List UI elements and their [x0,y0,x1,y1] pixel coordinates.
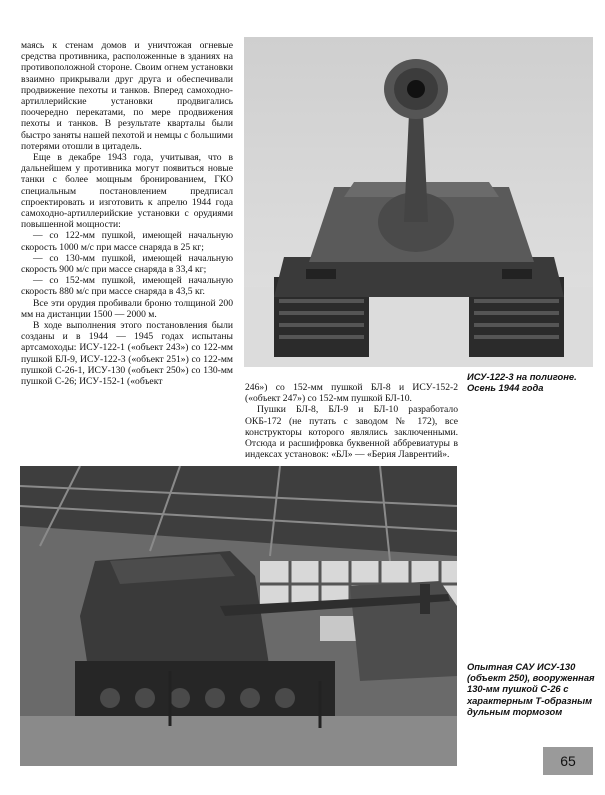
list-item: — со 122-мм пушкой, имеющей начальную скорость 1000 м/с при массе снаряда в 25 кг; [21,230,233,253]
left-text-column [21,40,233,387]
photo-caption: Опытная САУ ИСУ-130 (объект 250), вооруженная 130-мм пушкой С-26 с характерным Т-образным дульным тормозом [467,661,595,717]
paragraph: маясь к стенам домов и уничтожая огневые средства противника, расположенные в зданиях на противоположной стороне. Своим огнем установки взаимно прикрывали друг друга и обеспечивали продвижение пехоты и танков. Вперед самоходно-артиллерийские установки продвигались поочередно перекатами, по мере продвижения пехоты и танков. В результате кварталы были быстро заняты нашей пехотой и немцы с большими потерями отошли в цитадель. [21,40,233,152]
middle-text-column [245,382,458,460]
paragraph: Еще в декабре 1943 года, учитывая, что в дальнейшем у противника могут появиться новые танки с более мощным бронированием, ГКО специальным постановлением предписал спроектировать и изготовить к апрелю 1944 года самоходно-артиллерийские установки с орудиями повышенной мощности: [21,152,233,231]
paragraph: Все эти орудия пробивали броню толщиной 200 мм на дистанции 1500 — 2000 м. [21,297,233,320]
paragraph: 246») со 152-мм пушкой БЛ-8 и ИСУ-152-2 («объект 247») со 152-мм пушкой БЛ-10. [245,382,458,405]
page-number: 65 [543,747,593,775]
photo-isu-122-3 [244,37,593,367]
paragraph: В ходе выполнения этого постановления были созданы и в 1944 — 1945 годах испытаны артсамоходы: ИСУ-122-1 («объект 243») со 122-мм пушкой БЛ-9, ИСУ-122-3 («объект 251») со 122-мм пушкой С-26-1, ИСУ-130 («объект 250») со 130-мм пушкой С-26; ИСУ-152-1 («объект [21,320,233,388]
list-item: — со 130-мм пушкой, имеющей начальную скорость 900 м/с при массе снаряда в 33,4 кг; [21,252,233,276]
photo-caption: ИСУ-122-3 на полигоне. Осень 1944 года [467,371,577,394]
list-item: — со 152-мм пушкой, имеющей начальную скорость 880 м/с при массе снаряда в 43,5 кг. [21,275,233,298]
photo-isu-130 [20,466,457,766]
paragraph: Пушки БЛ-8, БЛ-9 и БЛ-10 разработало ОКБ-172 (не путать с заводом № 172), все конструкторы которого являлись заключенными. Отсюда и расшифровка буквенной аббревиатуры в индексах установок: «БЛ» — «Берия Лаврентий». [245,404,458,461]
